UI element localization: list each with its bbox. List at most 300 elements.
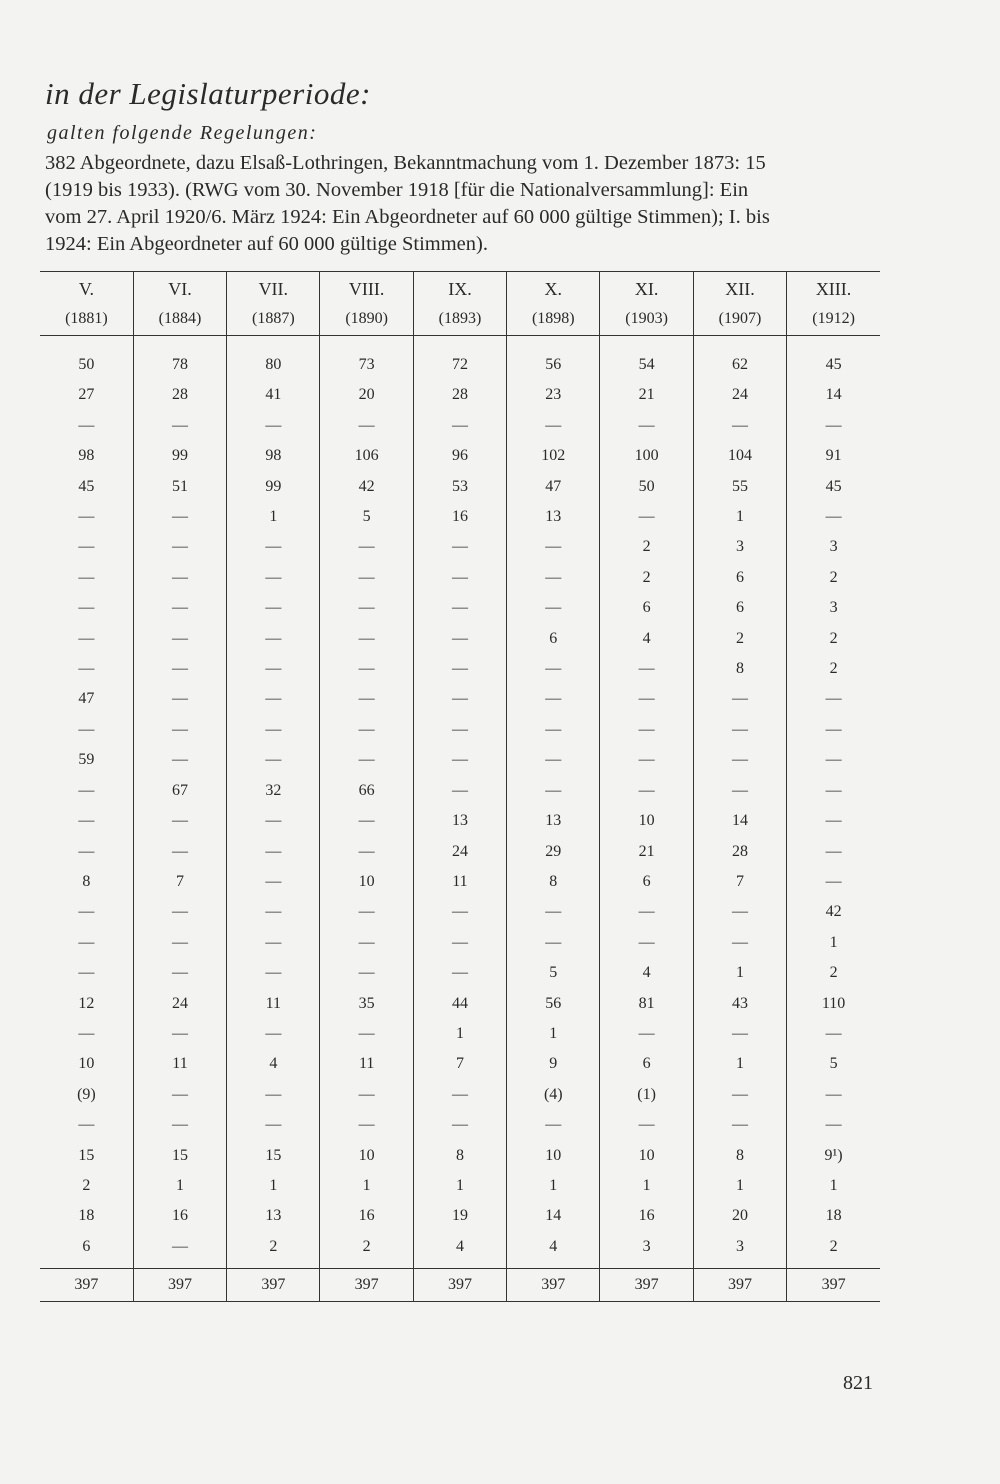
table-cell: 24 [413,837,506,867]
table-cell: — [78,599,95,617]
table-row [40,624,880,654]
table-cell: 1 [413,1171,506,1201]
table-cell: 1 [693,502,786,532]
table-cell: 23 [507,380,600,410]
table-row [40,654,880,684]
table-cell: 16 [133,1201,226,1231]
table-cell: — [600,1110,693,1140]
table-cell: — [133,837,226,867]
table-cell: 98 [227,441,320,471]
table-cell: 5 [787,1049,880,1079]
table-cell: — [413,745,506,775]
total-cell: 397 [40,1269,133,1302]
table-cell: 4 [507,1232,600,1262]
table-cell: — [78,629,95,647]
column-period: XI. [634,278,659,299]
column-period: IX. [448,278,472,299]
table-row [40,806,880,836]
table-cell: (4) [507,1080,600,1110]
total-cell: 397 [133,1269,226,1302]
table-cell: — [600,502,693,532]
table-cell: — [320,928,413,958]
table-cell: — [78,964,95,982]
table-cell: 62 [693,336,786,381]
column-header [133,272,226,336]
table-cell: — [227,684,320,714]
table-cell: 2 [787,958,880,988]
table-cell: 54 [600,336,693,381]
column-header [507,272,600,336]
table-cell: — [413,897,506,927]
table-cell: — [320,654,413,684]
table-row [40,1049,880,1079]
table-cell: — [227,593,320,623]
column-header [600,272,693,336]
table-row [40,867,880,897]
column-period: V. [78,278,94,299]
table-cell: 45 [787,472,880,502]
table-cell: 3 [693,532,786,562]
table-row [40,1110,880,1140]
table-cell: — [133,411,226,441]
table-cell: 10 [320,1141,413,1171]
table-cell: 56 [507,989,600,1019]
table-cell: — [227,1019,320,1049]
column-year: (1884) [158,309,202,327]
table-cell: 1 [227,502,320,532]
table-cell: — [787,1110,880,1140]
table-cell: — [693,1080,786,1110]
column-header [40,272,133,336]
table-cell: 21 [600,837,693,867]
table-row [40,563,880,593]
table-cell: 14 [787,380,880,410]
table-cell: 1 [693,1171,786,1201]
table-cell: — [507,776,600,806]
table-cell: 14 [693,806,786,836]
total-cell: 397 [787,1269,880,1302]
table-cell: 6 [82,1237,91,1255]
table-cell: 1 [787,1171,880,1201]
table-cell: — [227,867,320,897]
table-cell: — [507,411,600,441]
table-cell: 2 [227,1232,320,1262]
table-cell: 99 [133,441,226,471]
table-cell: 1 [413,1019,506,1049]
table-cell: — [787,806,880,836]
table-row [40,958,880,988]
table-cell: 42 [787,897,880,927]
table-cell: — [600,715,693,745]
table-cell: 6 [600,1049,693,1079]
table-cell: — [413,532,506,562]
table-cell: 6 [600,593,693,623]
section-heading: in der Legislaturperiode: [45,76,371,111]
table-cell: 1 [320,1171,413,1201]
table-cell: 35 [320,989,413,1019]
table-cell: 2 [600,532,693,562]
table-cell: — [133,1232,226,1262]
table-row [40,1201,880,1231]
table-cell: — [507,593,600,623]
paragraph-line: (1919 bis 1933). (RWG vom 30. November 1918 [für die Nationalversammlung]: Ein [45,179,749,201]
total-cell: 397 [507,1269,600,1302]
table-cell: 18 [78,1207,95,1225]
column-period: XII. [725,278,755,299]
table-cell: 13 [507,806,600,836]
table-cell: 13 [507,502,600,532]
table-row [40,1232,880,1262]
table-cell: 47 [507,472,600,502]
table-cell: — [507,684,600,714]
table-cell: — [227,654,320,684]
table-cell: — [787,1080,880,1110]
table-cell: — [600,897,693,927]
table-cell: 7 [133,867,226,897]
table-cell: 1 [507,1171,600,1201]
table-cell: 21 [600,380,693,410]
table-cell: 42 [320,472,413,502]
table-row [40,776,880,806]
table-cell: 96 [413,441,506,471]
table-cell: — [507,654,600,684]
table-cell: 24 [133,989,226,1019]
table-cell: — [787,502,880,532]
table-cell: — [320,624,413,654]
column-header [320,272,413,336]
table-cell: 24 [693,380,786,410]
table-cell: — [78,660,95,678]
table-cell: 5 [320,502,413,532]
table-row [40,336,880,381]
table-cell: — [133,532,226,562]
table-total-row [40,1269,880,1302]
column-period: VI. [168,278,192,299]
column-year: (1881) [65,309,108,327]
paragraph-line: vom 27. April 1920/6. März 1924: Ein Abgeordneter auf 60 000 gültige Stimmen); I. bis [45,206,770,228]
table-cell: 66 [320,776,413,806]
table-cell: — [693,897,786,927]
table-row [40,502,880,532]
table-cell: 28 [693,837,786,867]
table-cell: 6 [693,563,786,593]
table-cell: 67 [133,776,226,806]
table-cell: — [320,837,413,867]
table-cell: — [600,654,693,684]
table-cell: — [413,563,506,593]
table-cell: — [78,720,95,738]
column-period: X. [544,278,563,299]
table-cell: 7 [693,867,786,897]
table-cell: — [227,624,320,654]
table-cell: — [320,684,413,714]
table-cell: 99 [227,472,320,502]
table-cell: — [133,593,226,623]
table-cell: 1 [227,1171,320,1201]
table-cell: 3 [600,1232,693,1262]
table-cell: — [787,715,880,745]
column-header [693,272,786,336]
table-cell: — [133,897,226,927]
column-period: VIII. [348,278,385,299]
paragraph-line: 382 Abgeordnete, dazu Elsaß-Lothringen, Bekanntmachung vom 1. Dezember 1873: 15 [45,152,766,174]
table-cell: 2 [693,624,786,654]
table-cell: 10 [320,867,413,897]
table-row [40,380,880,410]
table-cell: 16 [413,502,506,532]
table-cell: (9) [77,1085,96,1103]
table-cell: 102 [507,441,600,471]
table-cell: — [413,654,506,684]
table-cell: — [693,745,786,775]
table-cell: 4 [227,1049,320,1079]
table-cell: — [600,745,693,775]
table-cell: — [227,745,320,775]
table-cell: 7 [413,1049,506,1079]
table-cell: 56 [507,336,600,381]
table-cell: — [133,958,226,988]
table-cell: (1) [600,1080,693,1110]
table-cell: — [600,411,693,441]
table-cell: — [413,411,506,441]
table-row [40,837,880,867]
table-cell: — [320,563,413,593]
column-year: (1898) [531,309,575,327]
table-cell: 3 [787,593,880,623]
table-cell: 8 [507,867,600,897]
table-cell: — [320,958,413,988]
table-row [40,1019,880,1049]
table-cell: 2 [600,563,693,593]
table-cell: — [78,842,95,860]
table-cell: 8 [413,1141,506,1171]
table-cell: 2 [320,1232,413,1262]
total-cell: 397 [600,1269,693,1302]
table-cell: — [227,806,320,836]
table-cell: — [133,563,226,593]
table-cell: 100 [600,441,693,471]
table-row [40,532,880,562]
table-cell: — [227,897,320,927]
table-cell: 11 [133,1049,226,1079]
table-cell: — [413,958,506,988]
table-cell: — [507,715,600,745]
table-cell: 15 [78,1146,95,1164]
table-cell: — [227,532,320,562]
table-cell: 53 [413,472,506,502]
table-row [40,715,880,745]
table-cell: 2 [787,1232,880,1262]
table-cell: — [600,684,693,714]
table-cell: — [78,781,95,799]
table-cell: 10 [78,1055,95,1073]
table-cell: 28 [413,380,506,410]
table-cell: 16 [320,1201,413,1231]
table-cell: — [787,867,880,897]
column-header [787,272,880,336]
table-cell: — [787,776,880,806]
table-cell: — [413,593,506,623]
table-cell: — [133,654,226,684]
table-cell: 72 [413,336,506,381]
table-cell: 13 [227,1201,320,1231]
table-cell: 1 [133,1171,226,1201]
table-cell: — [227,1080,320,1110]
table-cell: 4 [413,1232,506,1262]
table-cell: — [320,593,413,623]
table-cell: — [693,928,786,958]
table-cell: 2 [82,1176,91,1194]
table-cell: — [693,684,786,714]
table-cell: 10 [600,1141,693,1171]
table-cell: — [787,411,880,441]
table-cell: — [78,508,95,526]
column-header [413,272,506,336]
table-cell: 13 [413,806,506,836]
table-cell: — [507,897,600,927]
column-year: (1907) [718,309,762,327]
column-period: XIII. [815,278,852,299]
table-cell: — [507,928,600,958]
table-cell: 2 [787,654,880,684]
column-year: (1887) [251,309,295,327]
table-cell: 3 [787,532,880,562]
table-cell: — [78,538,95,556]
table-cell: — [320,745,413,775]
table-cell: — [78,1024,95,1042]
page-number: 821 [843,1372,873,1394]
table-cell: 6 [507,624,600,654]
table-row [40,593,880,623]
table-cell: — [320,806,413,836]
table-cell: 2 [787,624,880,654]
table-cell: — [693,411,786,441]
table-cell: 15 [227,1141,320,1171]
table-cell: — [133,624,226,654]
table-cell: — [227,928,320,958]
table-cell: 1 [693,958,786,988]
table-cell: — [413,776,506,806]
table-cell: — [133,928,226,958]
column-year: (1912) [812,309,855,327]
table-cell: — [320,411,413,441]
table-cell: 81 [600,989,693,1019]
table-cell: 8 [693,654,786,684]
table-cell: 110 [787,989,880,1019]
table-cell: — [227,563,320,593]
table-cell: 6 [600,867,693,897]
table-cell: 104 [693,441,786,471]
table-row [40,411,880,441]
seat-distribution-table [40,271,880,1302]
table-cell: 50 [78,356,95,373]
table-cell: 73 [320,336,413,381]
table-row [40,1171,880,1201]
table-cell: 5 [507,958,600,988]
table-cell: — [227,1110,320,1140]
table-cell: — [787,837,880,867]
table-cell: — [320,1019,413,1049]
table-cell: — [413,684,506,714]
table-row [40,989,880,1019]
column-header [227,272,320,336]
table-cell: — [693,1019,786,1049]
table-cell: — [507,745,600,775]
table-cell: — [693,776,786,806]
table-cell: 27 [78,386,95,404]
table-cell: 16 [600,1201,693,1231]
table-cell: 11 [413,867,506,897]
table-cell: 14 [507,1201,600,1231]
table-row [40,684,880,714]
table-cell: 10 [507,1141,600,1171]
total-cell: 397 [320,1269,413,1302]
table-cell: — [133,1080,226,1110]
table-cell: — [787,684,880,714]
table-cell: 32 [227,776,320,806]
table-cell: — [320,1080,413,1110]
table-cell: 1 [507,1019,600,1049]
table-cell: 45 [78,477,95,495]
table-cell: 15 [133,1141,226,1171]
table-row [40,745,880,775]
table-row [40,897,880,927]
table-cell: — [320,897,413,927]
table-cell: 59 [78,751,95,769]
column-year: (1903) [625,309,668,327]
table-cell: — [693,1110,786,1140]
table-cell: — [78,416,95,434]
table-cell: 4 [600,624,693,654]
table-cell: — [320,1110,413,1140]
table-cell: — [78,1116,95,1134]
table-cell: — [227,958,320,988]
total-cell: 397 [227,1269,320,1302]
table-cell: — [600,1019,693,1049]
table-cell: — [320,715,413,745]
table-cell: — [600,776,693,806]
table-cell: 106 [320,441,413,471]
table-cell: 80 [227,336,320,381]
table-cell: — [78,933,95,951]
table-cell: — [413,1080,506,1110]
table-cell: 11 [320,1049,413,1079]
table-cell: 28 [133,380,226,410]
table-cell: 47 [78,690,95,708]
table-cell: 45 [787,336,880,381]
total-cell: 397 [693,1269,786,1302]
table-cell: — [693,715,786,745]
table-cell: 1 [787,928,880,958]
table-row [40,472,880,502]
table-row [40,1141,880,1171]
table-cell: — [507,1110,600,1140]
table-cell: — [227,411,320,441]
table-cell: — [133,1019,226,1049]
table-cell: 43 [693,989,786,1019]
paragraph-line: 1924: Ein Abgeordneter auf 60 000 gültige Stimmen). [45,233,488,255]
table-cell: 18 [787,1201,880,1231]
total-cell: 397 [413,1269,506,1302]
table-cell: — [413,928,506,958]
table-cell: — [787,745,880,775]
table-cell: — [227,837,320,867]
table-cell: 3 [693,1232,786,1262]
table-cell: 10 [600,806,693,836]
table-cell: 8 [693,1141,786,1171]
table-cell: 19 [413,1201,506,1231]
table-cell: 91 [787,441,880,471]
